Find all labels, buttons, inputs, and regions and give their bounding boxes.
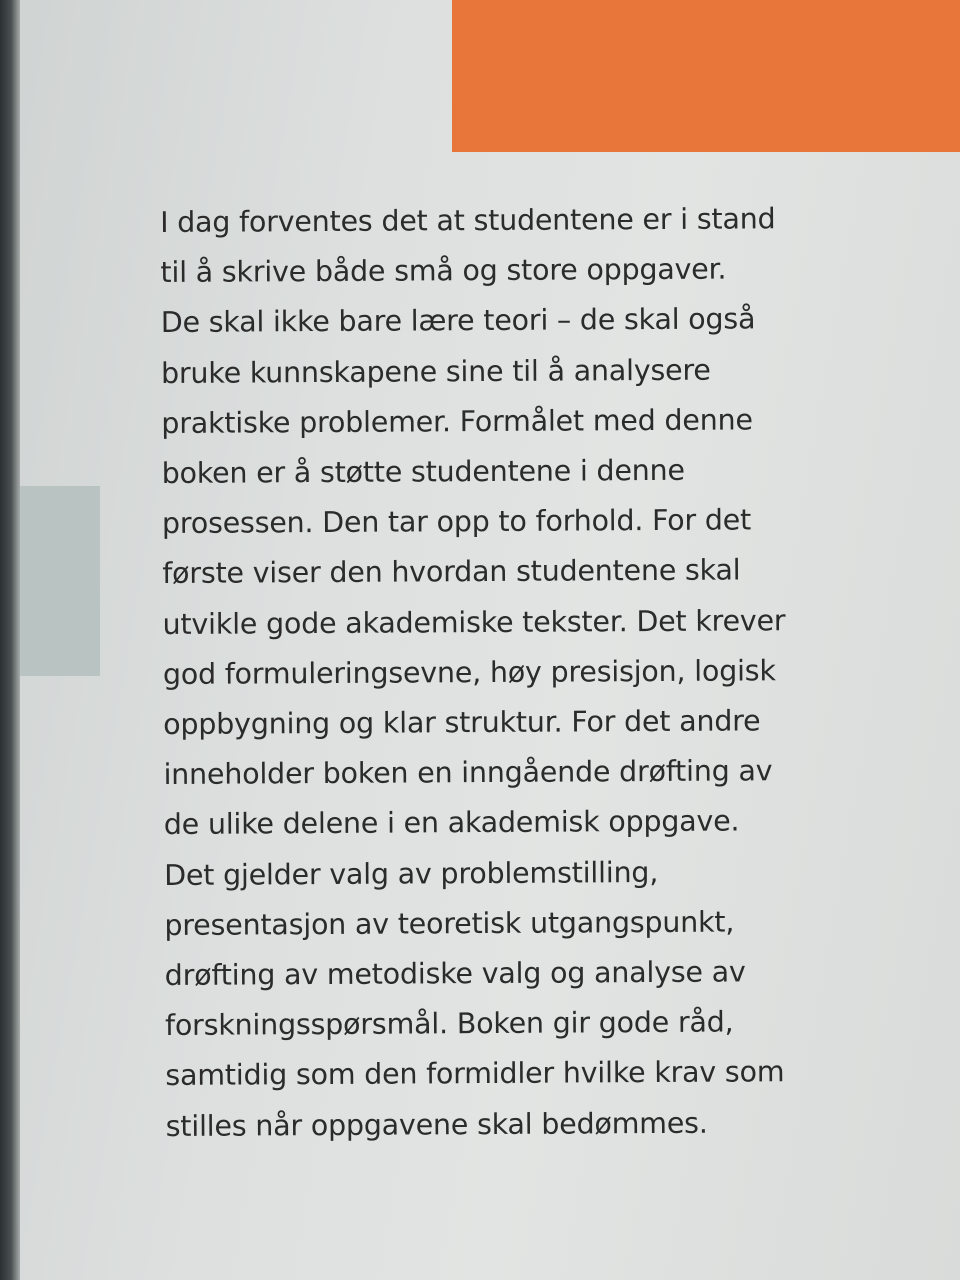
orange-color-block: [452, 0, 960, 152]
blurb-line: forskningsspørsmål. Boken gir gode råd,: [164, 1005, 734, 1043]
blurb-line: de ulike delene i en akademisk oppgave.: [163, 804, 740, 842]
blurb-line: samtidig som den formidler hvilke krav som: [165, 1055, 785, 1093]
blurb-line: inneholder boken en inngående drøfting av: [163, 754, 773, 792]
blurb-line: god formuleringsevne, høy presisjon, logisk: [162, 654, 776, 691]
blurb-line: De skal ikke bare lære teori – de skal også: [160, 302, 756, 340]
blurb-line: drøfting av metodiske valg og analyse av: [164, 955, 746, 993]
blurb-line: til å skrive både små og store oppgaver.: [160, 252, 727, 290]
blurb-line: I dag forventes det at studentene er i stand: [160, 202, 776, 239]
blurb-line: Det gjelder valg av problemstilling,: [164, 855, 659, 892]
blurb-line: utvikle gode akademiske tekster. Det krever: [162, 603, 786, 641]
book-spine-edge: [0, 0, 20, 1280]
blurb-line: oppbygning og klar struktur. For det andre: [163, 704, 761, 742]
blurb-line: presentasjon av teoretisk utgangspunkt,: [164, 905, 735, 942]
blurb-line: boken er å støtte studentene i denne: [161, 453, 685, 491]
blurb-line: bruke kunnskapene sine til å analysere: [160, 353, 711, 390]
blurb-line: stilles når oppgavene skal bedømmes.: [165, 1106, 708, 1143]
back-cover-blurb: [160, 194, 846, 1152]
blurb-line: praktiske problemer. Formålet med denne: [161, 403, 753, 440]
blurb-line: prosessen. Den tar opp to forhold. For det: [161, 503, 752, 541]
blurb-line: første viser den hvordan studentene skal: [162, 553, 741, 591]
teal-color-block: [20, 486, 100, 676]
